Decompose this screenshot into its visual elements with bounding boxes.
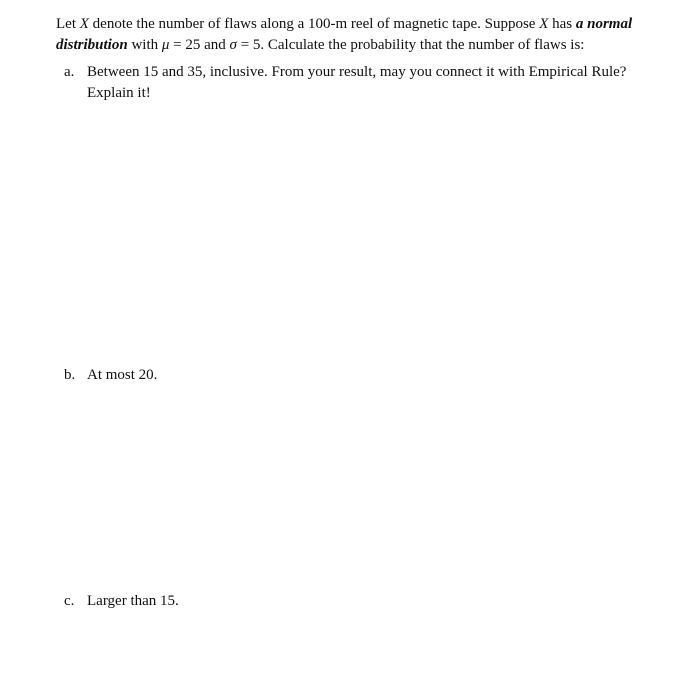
variable-x: X: [539, 16, 549, 32]
problem-statement: [56, 14, 656, 56]
sigma-symbol: σ: [229, 37, 237, 53]
problem-line-1: [56, 14, 656, 35]
text-run: has: [548, 16, 576, 32]
text-run: with: [127, 37, 162, 53]
emphasis-text: distribution: [56, 37, 128, 53]
list-marker: a.: [64, 64, 75, 80]
list-marker: b.: [64, 367, 76, 383]
emphasis-text: a normal: [575, 16, 633, 32]
question-b: [64, 365, 157, 386]
text-run: denote the number of flaws along a 100-m reel of magnetic tape. Suppose: [88, 16, 540, 32]
question-c: [64, 591, 179, 612]
mu-symbol: μ: [161, 37, 170, 53]
text-run: Let: [56, 16, 80, 32]
question-a: [64, 62, 626, 104]
text-run: = 25 and: [169, 37, 230, 53]
variable-x: X: [79, 16, 89, 32]
question-text: Explain it!: [87, 85, 151, 101]
question-text: At most 20.: [87, 367, 158, 383]
question-text: Larger than 15.: [87, 593, 179, 609]
problem-line-2: [56, 35, 656, 56]
list-marker: c.: [64, 593, 75, 609]
question-text: Between 15 and 35, inclusive. From your result, may you connect it with Empirical Rule?: [87, 64, 627, 80]
text-run: = 5. Calculate the probability that the number of flaws is:: [236, 37, 585, 53]
